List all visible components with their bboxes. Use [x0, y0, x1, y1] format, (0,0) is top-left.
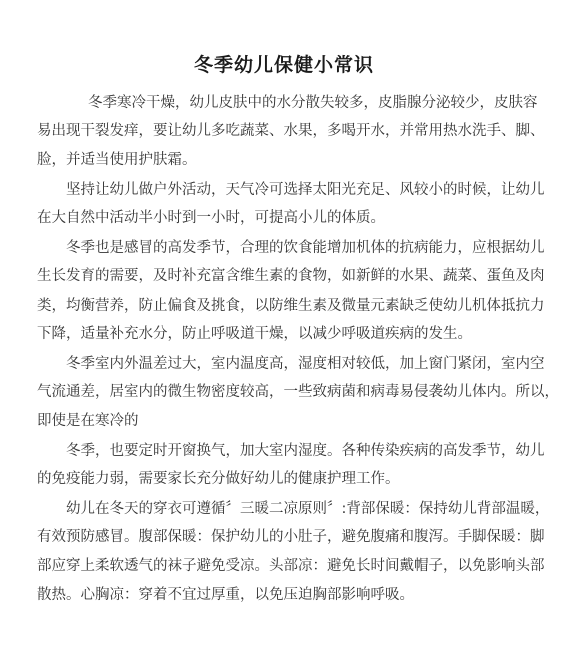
text-line: 坚持让幼儿做户外活动，天气冷可选择太阳光充足、风较小的时候，让幼儿	[66, 182, 545, 198]
text-line: 脸，并适当使用护肤霜。	[37, 152, 197, 168]
text-line: 幼儿在冬天的穿衣可遵循〞三暖二凉原则〞:背部保暖：保持幼儿背部温暖，	[66, 501, 550, 517]
text-line: 类，均衡营养，防止偏食及挑食，以防维生素及微量元素缺乏使幼儿机体抵抗力	[37, 298, 545, 314]
text-line: 易出现干裂发痒，要让幼儿多吃蔬菜、水果，多喝开水，并常用热水洗手、脚、	[37, 123, 545, 139]
text-line: 冬季寒冷干燥，幼儿皮肤中的水分散失较多，皮脂腺分泌较少，皮肤容	[88, 95, 538, 111]
text-line: 冬季，也要定时开窗换气，加大室内湿度。各种传染疾病的高发季节，幼儿	[66, 443, 545, 459]
text-line: 部应穿上柔软透气的袜子避免受凉。头部凉：避免长时间戴帽子，以免影响头部	[37, 558, 545, 574]
text-line: 散热。心胸凉：穿着不宜过厚重，以免压迫胸部影响呼吸。	[37, 587, 414, 603]
text-line: 即使是在寒冷的	[37, 413, 139, 429]
text-line: 有效预防感冒。腹部保暖：保护幼儿的小肚子，避免腹痛和腹泻。手脚保暖：脚	[37, 529, 545, 545]
article-title: 冬季幼儿保健小常识	[193, 54, 374, 76]
text-line: 气流通差，居室内的微生物密度较高，一些致病菌和病毒易侵袭幼儿体内。所以，	[37, 384, 559, 400]
text-line: 下降，适量补充水分，防止呼吸道干燥，以减少呼吸道疾病的发生。	[37, 326, 472, 342]
text-line: 生长发育的需要，及时补充富含维生素的食物，如新鲜的水果、蔬菜、蛋鱼及肉	[37, 268, 545, 284]
text-line: 的免疫能力弱，需要家长充分做好幼儿的健康护理工作。	[37, 471, 400, 487]
text-line: 冬季室内外温差过大，室内温度高，湿度相对较低，加上窗门紧闭，室内空	[66, 356, 545, 372]
text-line: 冬季也是感冒的高发季节，合理的饮食能增加机体的抗病能力，应根据幼儿	[66, 240, 545, 256]
text-line: 在大自然中活动半小时到一小时，可提高小儿的体质。	[37, 210, 385, 226]
